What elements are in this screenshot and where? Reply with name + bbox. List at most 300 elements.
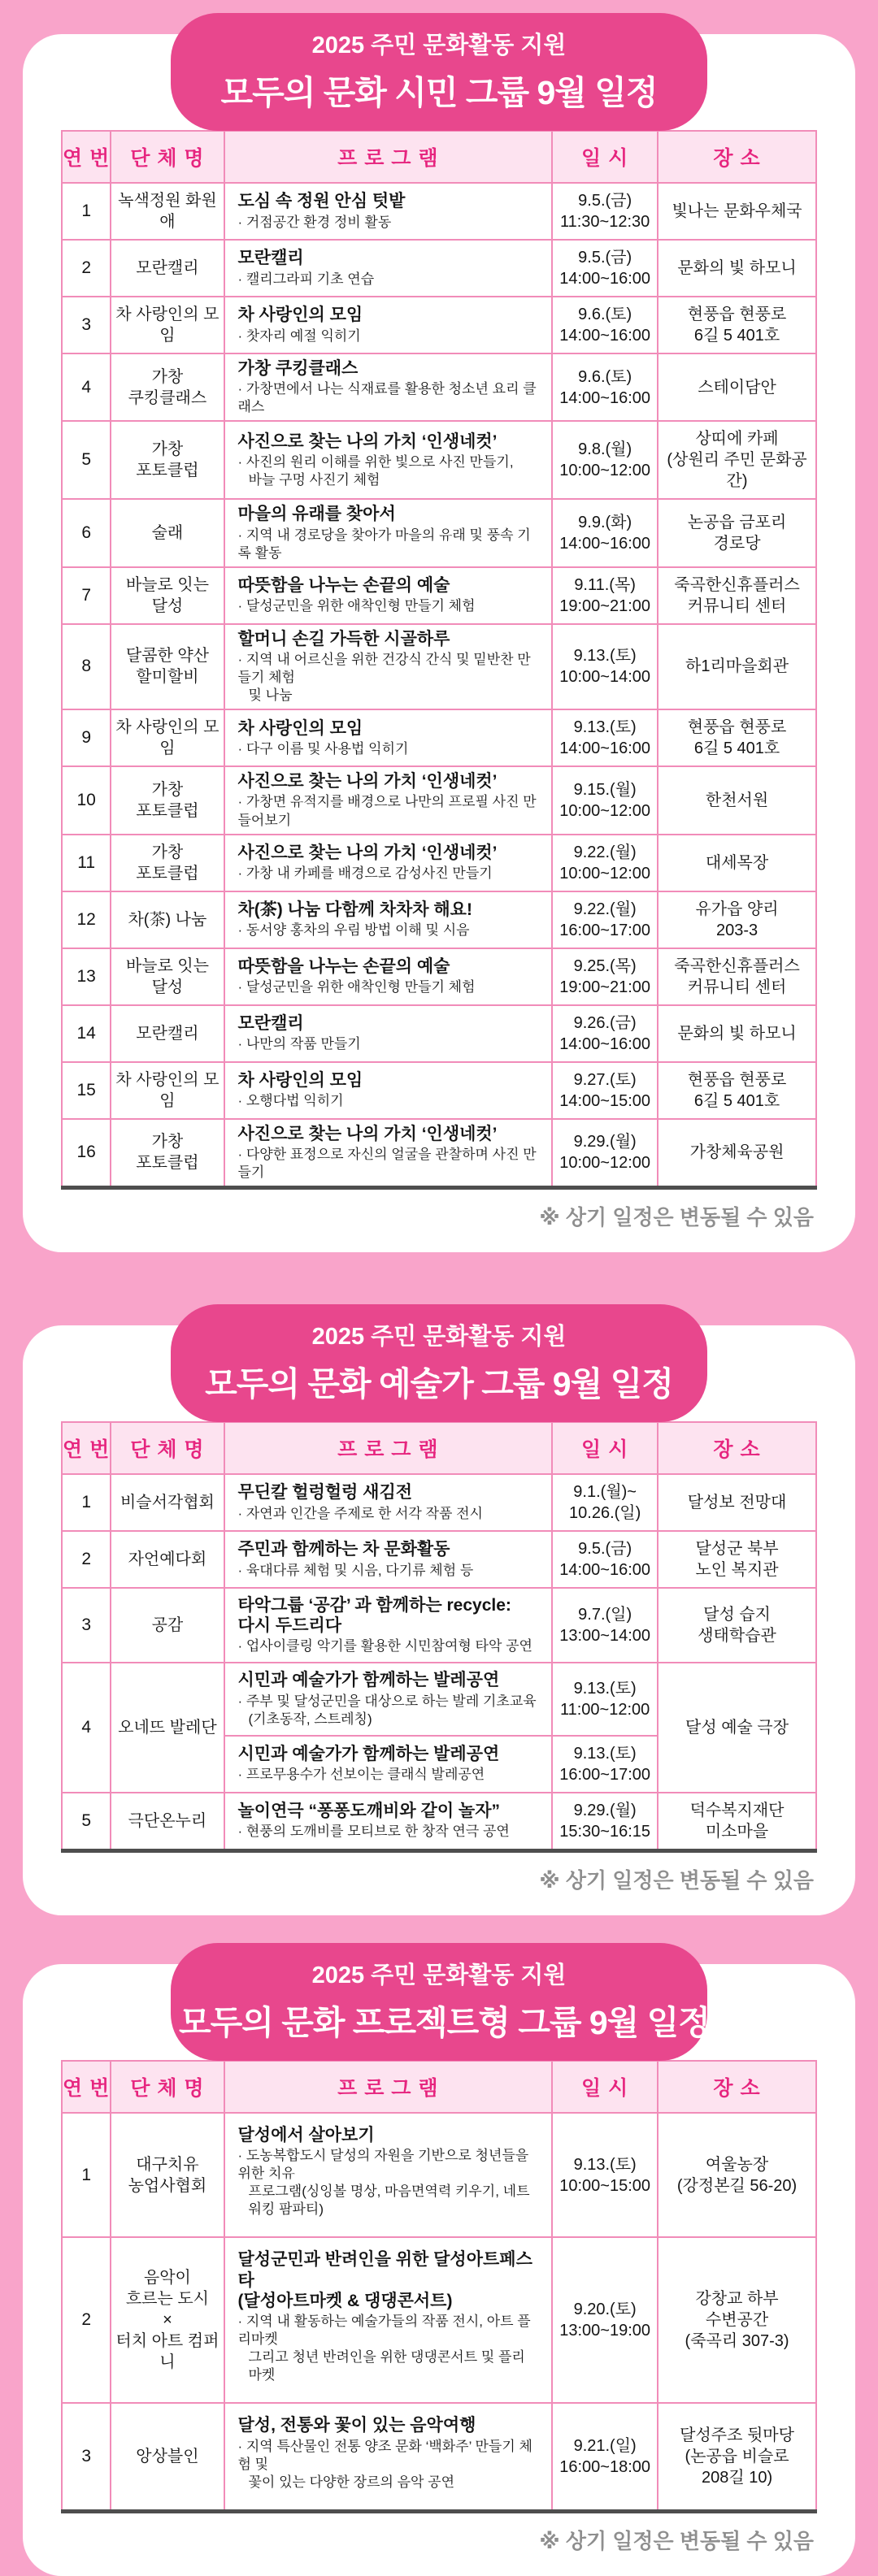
row-number-cell: [62, 1062, 111, 1119]
organization-name-line: 할미할비: [136, 668, 199, 687]
table-head: [62, 1422, 816, 1474]
program-desc-line: · 육대다류 체험 및 시음, 다기류 체험 등: [237, 1562, 474, 1578]
date-line: 9.13.(토): [573, 1744, 637, 1763]
date-line: 9.21.(일): [573, 2437, 637, 2456]
schedule-change-note: ※ 상기 일정은 변동될 수 있음: [539, 1204, 814, 1229]
row-number-cell: [62, 240, 111, 297]
organization-name-line: 음악이: [143, 2269, 191, 2288]
program-cell: [224, 766, 553, 834]
place-line: (강정본길 56-20): [676, 2176, 798, 2195]
date-cell: [552, 1531, 658, 1588]
place-line: 수변공간: [705, 2311, 769, 2330]
table-body: [62, 183, 816, 1187]
program-title-line: 달성, 전통와 꽃이 있는 음악여행: [237, 2416, 476, 2435]
organization-name-line: 포토클럽: [136, 462, 199, 480]
program-desc-line: · 자연과 인간을 주제로 한 서각 작품 전시: [237, 1505, 483, 1521]
date-line: 14:00~16:00: [559, 327, 651, 345]
program-desc-line: · 동서양 홍차의 우림 방법 이해 및 시음: [237, 922, 470, 939]
column-header: 장 소: [658, 2061, 816, 2113]
row-number-cell: [62, 891, 111, 948]
organization-cell: [111, 624, 224, 709]
organization-cell: [111, 1793, 224, 1851]
organization-name-line: 술래: [151, 524, 184, 543]
date-cell: [552, 624, 658, 709]
program-title-line: 따뜻함을 나누는 손끝의 예술: [237, 956, 450, 976]
date-line: 14:00~16:00: [559, 535, 651, 553]
organization-cell: [111, 240, 224, 297]
program-cell: [224, 1736, 553, 1793]
organization-name-line: 달성: [151, 978, 184, 996]
organization-name-line: 농업사협회: [128, 2176, 207, 2195]
date-cell: [552, 1005, 658, 1062]
organization-cell: [111, 1588, 224, 1663]
date-line: 9.25.(목): [573, 956, 637, 975]
table-row: [62, 297, 816, 353]
table-row: [62, 2237, 816, 2403]
date-cell: [552, 240, 658, 297]
date-line: 9.13.(토): [573, 2155, 637, 2174]
organization-name-line: 가창: [151, 440, 184, 459]
organization-name-line: 달성: [151, 596, 184, 615]
date-line: 9.29.(월): [573, 1801, 637, 1819]
table-row: [62, 183, 816, 240]
row-number: 1: [81, 1492, 91, 1511]
column-header: 연 번: [62, 131, 111, 183]
date-line: 15:30~16:15: [559, 1822, 651, 1841]
program-desc-line: · 프로무용수가 선보이는 클래식 발레공연: [237, 1767, 485, 1783]
date-cell: [552, 1474, 658, 1531]
place-cell: [658, 1793, 816, 1851]
table-row: [62, 1119, 816, 1188]
badge-subtitle: 2025 주민 문화활동 지원: [311, 1962, 567, 1988]
program-title-line: 사진으로 찾는 나의 가치 ‘인생네컷’: [237, 432, 498, 451]
place-cell: [658, 297, 816, 353]
artist-group-schedule-card: [23, 1325, 855, 1915]
place-cell: [658, 1062, 816, 1119]
program-desc-line: 꽃이 있는 다양한 장르의 음악 공연: [248, 2474, 455, 2490]
table-row: [62, 1005, 816, 1062]
row-number-cell: [62, 1793, 111, 1851]
date-line: 9.1.(월)~: [573, 1482, 637, 1501]
organization-name-line: 오네뜨 발레단: [118, 1719, 217, 1737]
program-cell: [224, 1588, 553, 1663]
program-title-line: 주민과 함께하는 차 문화활동: [237, 1540, 450, 1559]
place-cell: [658, 1474, 816, 1531]
organization-name-line: 모란캘리: [136, 259, 199, 277]
row-number: 3: [81, 1615, 91, 1635]
program-desc-line: 바늘 구멍 사진기 체험: [248, 471, 380, 488]
place-line: 빛나는 문화우체국: [672, 202, 802, 220]
row-number: 3: [81, 2447, 91, 2466]
place-cell: [658, 499, 816, 566]
row-number-cell: [62, 1474, 111, 1531]
row-number-cell: [62, 1531, 111, 1588]
program-title-line: (달성아트마켓 & 댕댕콘서트): [237, 2291, 453, 2310]
table-head: [62, 2061, 816, 2113]
place-line: 한천서원: [705, 791, 769, 809]
place-cell: [658, 2113, 816, 2238]
organization-cell: [111, 1474, 224, 1531]
row-number-cell: [62, 835, 111, 891]
row-number: 4: [81, 1718, 91, 1737]
organization-name-line: 달콤한 약산: [125, 647, 209, 666]
program-title-line: 차 사랑인의 모임: [237, 1070, 363, 1090]
program-cell: [224, 624, 553, 709]
date-line: 19:00~21:00: [559, 596, 651, 615]
date-line: 14:00~16:00: [559, 1034, 651, 1053]
program-title-line: 무딘칼 헐렁헐렁 새김전: [237, 1483, 413, 1503]
place-line: 6길 5 401호: [693, 1091, 780, 1110]
program-desc-line: · 거점공간 환경 정비 활동: [237, 214, 392, 230]
program-cell: [224, 567, 553, 624]
place-line: (상원리 주민 문화공간): [667, 451, 807, 491]
column-header: 일 시: [552, 131, 658, 183]
date-line: 9.26.(금): [573, 1013, 637, 1032]
program-desc-line: 그리고 청년 반려인을 위한 댕댕콘서트 및 플리마켓: [248, 2349, 525, 2383]
place-line: 상띠에 카페: [695, 430, 779, 449]
program-title-line: 달성군민과 반려인을 위한 달성아트페스타: [237, 2250, 532, 2290]
table-row: [62, 624, 816, 709]
place-line: 커뮤니티 센터: [687, 596, 787, 615]
organization-name-line: 녹색정원 화원애: [118, 192, 217, 231]
column-header: 프 로 그 램: [224, 131, 553, 183]
program-desc-line: · 도농복합도시 달성의 자원을 기반으로 청년들을 위한 치유: [237, 2148, 529, 2182]
date-line: 14:00~15:00: [559, 1091, 651, 1110]
place-cell: [658, 766, 816, 834]
organization-cell: [111, 948, 224, 1005]
row-number-cell: [62, 709, 111, 766]
program-cell: [224, 1005, 553, 1062]
program-cell: [224, 2113, 553, 2238]
program-desc-line: · 지역 내 경로당을 찾아가 마을의 유래 및 풍속 기록 활동: [237, 527, 531, 561]
row-number: 3: [81, 315, 91, 334]
date-cell: [552, 948, 658, 1005]
date-cell: [552, 421, 658, 499]
date-line: 19:00~21:00: [559, 978, 651, 996]
row-number: 7: [81, 585, 91, 605]
place-cell: [658, 1119, 816, 1188]
row-number-cell: [62, 766, 111, 834]
date-line: 10:00~14:00: [559, 668, 651, 687]
organization-cell: [111, 709, 224, 766]
date-cell: [552, 567, 658, 624]
row-number-cell: [62, 2113, 111, 2238]
date-line: 9.29.(월): [573, 1133, 637, 1151]
date-line: 9.5.(금): [578, 249, 632, 267]
organization-cell: [111, 1663, 224, 1792]
column-header: 연 번: [62, 2061, 111, 2113]
organization-name-line: ×: [163, 2311, 172, 2330]
program-desc-line: · 나만의 작품 만들기: [237, 1036, 361, 1052]
place-line: 여울농장: [705, 2155, 769, 2174]
table-row: [62, 835, 816, 891]
organization-cell: [111, 766, 224, 834]
table-row: [62, 499, 816, 566]
place-line: 유가읍 양리: [695, 900, 779, 918]
organization-cell: [111, 1062, 224, 1119]
date-cell: [552, 709, 658, 766]
project-group-schedule-table: [61, 2060, 817, 2513]
organization-cell: [111, 499, 224, 566]
date-cell: [552, 1663, 658, 1735]
place-cell: [658, 240, 816, 297]
date-line: 14:00~16:00: [559, 739, 651, 758]
program-title-line: 다시 두드리다: [237, 1616, 342, 1636]
organization-name-line: 차(茶) 나눔: [128, 910, 207, 929]
row-number: 4: [81, 377, 91, 397]
place-cell: [658, 1531, 816, 1588]
place-cell: [658, 421, 816, 499]
place-line: 대세목장: [705, 853, 769, 872]
place-line: 생태학습관: [698, 1627, 776, 1646]
place-line: 달성보 전망대: [687, 1493, 787, 1511]
program-desc-line: · 지역 특산물인 전통 양조 문화 ‘백화주’ 만들기 체험 및: [237, 2438, 532, 2472]
place-line: (죽곡리 307-3): [685, 2332, 789, 2351]
row-number-cell: [62, 297, 111, 353]
organization-name-line: 바늘로 잇는: [125, 575, 209, 594]
schedule-change-note: ※ 상기 일정은 변동될 수 있음: [539, 1867, 814, 1893]
table-row: [62, 1663, 816, 1735]
column-header: 단 체 명: [111, 1422, 224, 1474]
program-cell: [224, 353, 553, 421]
row-number: 1: [81, 2165, 91, 2184]
citizen-group-schedule-card: [23, 34, 855, 1252]
program-cell: [224, 421, 553, 499]
program-cell: [224, 1474, 553, 1531]
organization-cell: [111, 1005, 224, 1062]
organization-name-line: 가창: [151, 1133, 184, 1151]
table-body: [62, 2113, 816, 2511]
place-line: 문화의 빛 하모니: [677, 1024, 797, 1043]
row-number-cell: [62, 567, 111, 624]
table-row: [62, 421, 816, 499]
table-row: [62, 1062, 816, 1119]
place-cell: [658, 2237, 816, 2403]
table-row: [62, 353, 816, 421]
program-title-line: 모란캘리: [237, 249, 304, 268]
section-title-badge: [171, 1304, 707, 1422]
organization-name-line: 흐르는 도시: [125, 2290, 209, 2309]
date-line: 9.22.(월): [573, 900, 637, 918]
date-cell: [552, 2237, 658, 2403]
row-number-cell: [62, 1663, 111, 1792]
program-desc-line: · 오행다법 익히기: [237, 1093, 344, 1109]
date-line: 14:00~16:00: [559, 388, 651, 407]
date-cell: [552, 1736, 658, 1793]
program-cell: [224, 183, 553, 240]
column-header: 일 시: [552, 1422, 658, 1474]
row-number: 8: [81, 657, 91, 676]
row-number-cell: [62, 624, 111, 709]
citizen-group-schedule-table: [61, 130, 817, 1190]
organization-cell: [111, 2237, 224, 2403]
place-line: 달성 예술 극장: [685, 1719, 789, 1737]
place-line: 문화의 빛 하모니: [677, 259, 797, 277]
program-desc-line: · 다양한 표정으로 자신의 얼굴을 관찰하며 사진 만들기: [237, 1146, 537, 1180]
program-desc-line: · 현풍의 도깨비를 모티브로 한 창작 연극 공연: [237, 1824, 510, 1840]
organization-name-line: 포토클럽: [136, 1154, 199, 1173]
date-line: 11:00~12:00: [559, 1701, 650, 1720]
program-desc-line: · 가창면 유적지를 배경으로 나만의 프로필 사진 만들어보기: [237, 794, 537, 828]
date-line: 10:00~12:00: [559, 864, 651, 883]
badge-title: 모두의 문화 예술가 그룹 9월 일정: [205, 1364, 673, 1403]
program-title-line: 차(茶) 나눔 다함께 차차차 해요!: [237, 900, 472, 919]
date-cell: [552, 353, 658, 421]
program-desc-line: · 다구 이름 및 사용법 익히기: [237, 740, 409, 757]
date-cell: [552, 835, 658, 891]
program-desc-line: · 주부 및 달성군민을 대상으로 하는 발레 기초교육: [237, 1693, 537, 1709]
row-number: 2: [81, 2310, 91, 2330]
date-cell: [552, 297, 658, 353]
date-line: 10:00~15:00: [559, 2176, 651, 2195]
row-number: 11: [77, 852, 96, 872]
row-number-cell: [62, 499, 111, 566]
program-desc-line: · 캘리그라피 기초 연습: [237, 271, 375, 287]
table-header-row: [62, 2061, 816, 2113]
place-line: 덕수복지재단: [689, 1801, 785, 1819]
place-line: 가창체육공원: [689, 1143, 785, 1162]
program-desc-line: · 달성군민을 위한 애착인형 만들기 체험: [237, 979, 476, 995]
organization-cell: [111, 2113, 224, 2238]
date-line: 9.13.(토): [573, 1680, 637, 1698]
table-head: [62, 131, 816, 183]
date-line: 10:00~12:00: [559, 801, 651, 820]
row-number: 1: [81, 202, 91, 220]
program-title-line: 도심 속 정원 안심 텃밭: [237, 192, 406, 211]
date-line: 16:00~18:00: [559, 2458, 651, 2477]
program-cell: [224, 1119, 553, 1188]
organization-name-line: 가창: [151, 780, 184, 799]
program-title-line: 차 사랑인의 모임: [237, 718, 363, 738]
date-line: 9.13.(토): [573, 647, 637, 666]
place-cell: [658, 183, 816, 240]
organization-name-line: 포토클럽: [136, 801, 199, 820]
program-desc-line: 및 나눔: [248, 687, 293, 704]
date-cell: [552, 499, 658, 566]
date-cell: [552, 2113, 658, 2238]
table-row: [62, 2403, 816, 2511]
place-line: 달성주조 뒷마당: [680, 2426, 794, 2445]
artist-group-schedule-table: [61, 1421, 817, 1853]
program-desc-line: · 가창면에서 나는 식재료를 활용한 청소년 요리 클래스: [237, 381, 537, 415]
organization-name-line: 쿠킹클래스: [128, 388, 207, 407]
table-row: [62, 1531, 816, 1588]
column-header: 연 번: [62, 1422, 111, 1474]
place-line: 현풍읍 현풍로: [687, 718, 787, 737]
program-title-line: 따뜻함을 나누는 손끝의 예술: [237, 576, 450, 596]
program-cell: [224, 2403, 553, 2511]
place-line: 208길 10): [701, 2469, 773, 2487]
section-title-badge: [171, 1943, 710, 2061]
row-number-cell: [62, 1005, 111, 1062]
organization-cell: [111, 297, 224, 353]
place-cell: [658, 1588, 816, 1663]
program-desc-line: · 업사이클링 악기를 활용한 시민참여형 타악 공연: [237, 1638, 532, 1654]
date-cell: [552, 1119, 658, 1188]
program-title-line: 시민과 예술가가 함께하는 발레공연: [237, 1671, 500, 1690]
program-desc-line: · 지역 내 활동하는 예술가들의 작품 전시, 아트 플리마켓: [237, 2313, 531, 2348]
place-line: 하1리마을회관: [685, 657, 789, 676]
date-cell: [552, 2403, 658, 2511]
organization-name-line: 비슬서각협회: [120, 1493, 215, 1511]
place-cell: [658, 835, 816, 891]
table-body: [62, 1474, 816, 1850]
program-desc-line: · 찻자리 예절 익히기: [237, 327, 361, 344]
schedule-change-note: ※ 상기 일정은 변동될 수 있음: [539, 2528, 814, 2553]
row-number: 2: [81, 258, 91, 277]
program-cell: [224, 835, 553, 891]
place-cell: [658, 709, 816, 766]
row-number: 15: [76, 1080, 96, 1099]
place-line: 6길 5 401호: [693, 739, 780, 758]
row-number: 12: [76, 909, 96, 929]
place-line: 죽곡한신휴플러스: [674, 956, 800, 975]
date-line: 9.13.(토): [573, 718, 637, 737]
row-number: 5: [81, 450, 91, 470]
row-number-cell: [62, 353, 111, 421]
place-line: 현풍읍 현풍로: [687, 1070, 787, 1089]
date-line: 9.6.(토): [578, 367, 632, 386]
column-header: 단 체 명: [111, 131, 224, 183]
row-number-cell: [62, 2403, 111, 2511]
date-line: 9.5.(금): [578, 192, 632, 210]
organization-name-line: 바늘로 잇는: [125, 956, 209, 975]
table-header-row: [62, 1422, 816, 1474]
date-cell: [552, 183, 658, 240]
place-cell: [658, 624, 816, 709]
row-number: 16: [76, 1143, 96, 1162]
place-line: 203-3: [715, 921, 758, 939]
organization-name-line: 포토클럽: [136, 864, 199, 883]
program-title-line: 할머니 손길 가득한 시골하루: [237, 629, 450, 648]
table-row: [62, 1588, 816, 1663]
program-title-line: 사진으로 찾는 나의 가치 ‘인생네컷’: [237, 772, 498, 791]
program-title-line: 사진으로 찾는 나의 가치 ‘인생네컷’: [237, 843, 498, 862]
organization-name-line: 자언예다회: [128, 1550, 207, 1568]
place-cell: [658, 353, 816, 421]
badge-subtitle: 2025 주민 문화활동 지원: [311, 1323, 567, 1350]
column-header: 장 소: [658, 131, 816, 183]
place-cell: [658, 2403, 816, 2511]
program-title-line: 모란캘리: [237, 1013, 304, 1033]
program-desc-line: · 달성군민을 위한 애착인형 만들기 체험: [237, 598, 476, 614]
organization-cell: [111, 421, 224, 499]
program-cell: [224, 499, 553, 566]
place-line: 달성군 북부: [695, 1539, 779, 1558]
table-row: [62, 709, 816, 766]
place-line: 달성 습지: [703, 1606, 771, 1624]
column-header: 단 체 명: [111, 2061, 224, 2113]
program-title-line: 사진으로 찾는 나의 가치 ‘인생네컷’: [237, 1124, 498, 1143]
row-number-cell: [62, 1588, 111, 1663]
project-group-schedule-card: [23, 1964, 855, 2576]
organization-cell: [111, 567, 224, 624]
date-cell: [552, 1062, 658, 1119]
table-row: [62, 1793, 816, 1851]
organization-cell: [111, 1531, 224, 1588]
row-number: 9: [81, 728, 91, 748]
row-number: 5: [81, 1811, 91, 1830]
date-line: 9.22.(월): [573, 843, 637, 861]
row-number-cell: [62, 948, 111, 1005]
date-line: 16:00~17:00: [559, 1765, 651, 1784]
place-line: 스테이담안: [698, 378, 776, 397]
table-row: [62, 948, 816, 1005]
place-line: (논공읍 비슬로: [685, 2448, 789, 2466]
row-number-cell: [62, 1119, 111, 1188]
organization-cell: [111, 1119, 224, 1188]
program-cell: [224, 948, 553, 1005]
